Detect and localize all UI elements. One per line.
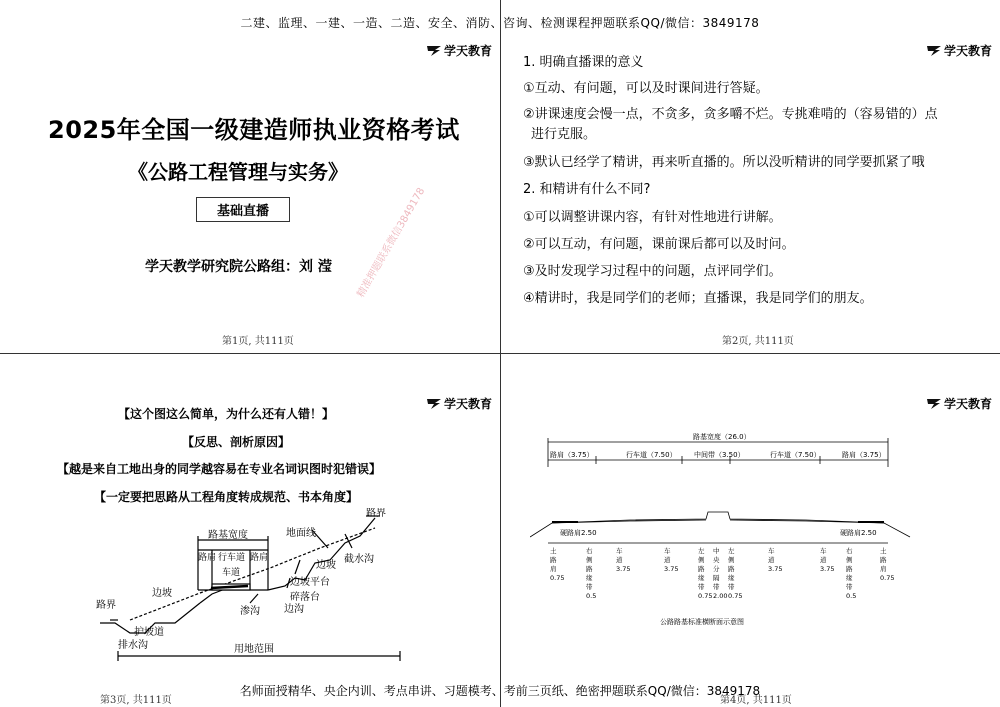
bottom-column-char: 0.5 bbox=[846, 592, 857, 600]
slide1-title: 2025年全国一级建造师执业资格考试 bbox=[48, 116, 460, 144]
segment-label: 路肩（3.75） bbox=[842, 451, 886, 459]
bottom-column-char: 道 bbox=[616, 556, 623, 564]
slide2-item: 1. 明确直播课的意义 bbox=[523, 55, 644, 70]
bottom-column-char: 带 bbox=[713, 583, 720, 591]
label-lujian-right: 路肩 bbox=[250, 553, 269, 563]
bottom-column-char: 侧 bbox=[586, 556, 593, 564]
bottom-column-char: 3.75 bbox=[616, 565, 631, 573]
slide2-item: ①可以调整讲课内容，有针对性地进行讲解。 bbox=[523, 210, 782, 225]
label-bianpopingtai: 边坡平台 bbox=[290, 577, 330, 588]
bottom-column-char: 道 bbox=[768, 556, 775, 564]
label-bianpo-right: 边坡 bbox=[316, 560, 336, 571]
bottom-column-char: 道 bbox=[664, 556, 671, 564]
bottom-column-char: 侧 bbox=[728, 556, 735, 564]
bottom-column-char: 0.75 bbox=[728, 592, 743, 600]
top-width-label: 路基宽度（26.0） bbox=[693, 433, 751, 441]
slide2-page-number: 第2页, 共111页 bbox=[722, 336, 794, 347]
segment-label: 行车道（7.50） bbox=[626, 451, 677, 459]
slide3-line: 【一定要把思路从工程角度转成规范、书本角度】 bbox=[94, 490, 359, 504]
bottom-column-char: 缘 bbox=[586, 574, 593, 582]
horizontal-divider bbox=[0, 353, 1000, 354]
brand-logo: 学天教育 bbox=[927, 42, 992, 59]
bottom-column-char: 带 bbox=[728, 583, 735, 591]
label-jieshuigou: 截水沟 bbox=[344, 554, 374, 565]
bottom-column-char: 路 bbox=[550, 556, 557, 564]
bottom-column-char: 路 bbox=[698, 565, 705, 573]
label-chedao: 车道 bbox=[222, 568, 241, 578]
bottom-column-char: 左 bbox=[728, 547, 735, 555]
road-cross-section-diagram bbox=[90, 508, 420, 673]
bottom-labels bbox=[550, 546, 894, 600]
bottom-column-char: 路 bbox=[880, 556, 887, 564]
brand-logo: 学天教育 bbox=[427, 42, 492, 59]
bottom-column-char: 隔 bbox=[713, 574, 720, 582]
label-suiluotai: 碎落台 bbox=[290, 592, 320, 603]
bottom-column-char: 0.75 bbox=[698, 592, 713, 600]
label-lujikuandu: 路基宽度 bbox=[208, 530, 248, 541]
bottom-column-char: 3.75 bbox=[820, 565, 835, 573]
segment-label: 行车道（7.50） bbox=[770, 451, 821, 459]
bottom-column-char: 缘 bbox=[846, 574, 853, 582]
brand-logo-icon bbox=[427, 45, 441, 56]
slide2-item: 2. 和精讲有什么不同? bbox=[523, 182, 651, 197]
bottom-column-char: 带 bbox=[586, 583, 593, 591]
label-yongdifanwei: 用地范围 bbox=[234, 644, 274, 655]
label-shengou: 渗沟 bbox=[240, 606, 260, 617]
footer-contact-text: 名师面授精华、央企内训、考点串讲、习题模考、考前三页纸、绝密押题联系QQ/微信：3849178 bbox=[239, 684, 761, 698]
label-hupodao: 护坡道 bbox=[134, 627, 164, 638]
bottom-column-char: 左 bbox=[698, 547, 705, 555]
brand-logo-icon bbox=[927, 398, 941, 409]
watermark-text: 精准押题联系微信3849178 bbox=[355, 186, 428, 300]
bottom-column-char: 右 bbox=[846, 547, 853, 555]
bottom-column-char: 3.75 bbox=[768, 565, 783, 573]
label-lujie-right: 路界 bbox=[366, 508, 386, 519]
label-bianpo-left: 边坡 bbox=[152, 588, 172, 599]
bottom-column-char: 路 bbox=[586, 565, 593, 573]
diagram-caption: 公路路基标准横断面示意图 bbox=[660, 618, 744, 626]
hard-shoulder-left: 硬路肩2.50 bbox=[560, 529, 597, 537]
slide2-item: ②可以互动，有问题，课前课后都可以及时问。 bbox=[523, 237, 795, 252]
bottom-column-char: 中 bbox=[713, 547, 720, 555]
segment-label: 中间带（3.50） bbox=[694, 451, 745, 459]
brand-logo: 学天教育 bbox=[427, 395, 492, 412]
bottom-column-char: 土 bbox=[550, 547, 557, 555]
bottom-column-char: 车 bbox=[820, 547, 827, 555]
bottom-column-char: 0.5 bbox=[586, 592, 597, 600]
bottom-column-char: 0.75 bbox=[880, 574, 895, 582]
slide3-line: 【反思、剖析原因】 bbox=[182, 435, 291, 449]
label-lujian-left: 路肩 bbox=[198, 553, 217, 563]
bottom-column-char: 缘 bbox=[698, 574, 705, 582]
slide2-item: ③默认已经学了精讲，再来听直播的。所以没听精讲的同学要抓紧了哦 bbox=[523, 155, 925, 170]
slide1-badge: 基础直播 bbox=[196, 197, 290, 222]
segment-label: 路肩（3.75） bbox=[550, 451, 594, 459]
label-dimianxian: 地面线 bbox=[286, 528, 316, 539]
bottom-column-char: 土 bbox=[880, 547, 887, 555]
slide1-page-number: 第1页, 共111页 bbox=[222, 336, 294, 347]
bottom-column-char: 分 bbox=[713, 565, 720, 573]
label-biangou: 边沟 bbox=[284, 604, 304, 615]
brand-logo: 学天教育 bbox=[927, 395, 992, 412]
bottom-column-char: 2.00 bbox=[713, 592, 728, 600]
standard-cross-section-diagram bbox=[530, 425, 920, 640]
bottom-column-char: 肩 bbox=[550, 565, 557, 573]
slide2-item: ②讲课速度会慢一点，不贪多，贪多嚼不烂。专挑难啃的（容易错的）点 bbox=[523, 107, 938, 122]
label-lujie-left: 路界 bbox=[96, 600, 116, 611]
bottom-column-char: 车 bbox=[616, 547, 623, 555]
bottom-column-char: 肩 bbox=[880, 565, 887, 573]
slide2-item: ①互动、有问题，可以及时课间进行答疑。 bbox=[523, 81, 769, 96]
slide2-item: 进行克服。 bbox=[531, 127, 597, 142]
bottom-column-char: 央 bbox=[713, 556, 720, 564]
slide4-page-number: 第4页, 共111页 bbox=[720, 695, 792, 706]
bottom-column-char: 带 bbox=[698, 583, 705, 591]
slide2-item: ③及时发现学习过程中的问题，点评同学们。 bbox=[523, 264, 782, 279]
bottom-column-char: 缘 bbox=[728, 574, 735, 582]
slide3-line: 【这个图这么简单，为什么还有人错！】 bbox=[118, 407, 335, 421]
bottom-column-char: 侧 bbox=[846, 556, 853, 564]
brand-logo-icon bbox=[427, 398, 441, 409]
bottom-column-char: 带 bbox=[846, 583, 853, 591]
slide1-author: 学天教学研究院公路组：刘 滢 bbox=[145, 259, 332, 275]
bottom-column-char: 道 bbox=[820, 556, 827, 564]
bottom-column-char: 路 bbox=[846, 565, 853, 573]
slide2-item: ④精讲时，我是同学们的老师；直播课，我是同学们的朋友。 bbox=[523, 291, 873, 306]
slide3-page-number: 第3页, 共111页 bbox=[100, 695, 172, 706]
label-paishuigou: 排水沟 bbox=[118, 640, 148, 651]
bottom-column-char: 路 bbox=[728, 565, 735, 573]
brand-logo-icon bbox=[927, 45, 941, 56]
label-xingchedao: 行车道 bbox=[218, 553, 246, 563]
bottom-column-char: 侧 bbox=[698, 556, 705, 564]
bottom-column-char: 3.75 bbox=[664, 565, 679, 573]
bottom-column-char: 右 bbox=[586, 547, 593, 555]
header-contact-text: 二建、监理、一建、一造、二造、安全、消防、咨询、检测课程押题联系QQ/微信：3849178 bbox=[240, 16, 760, 30]
hard-shoulder-right: 硬路肩2.50 bbox=[840, 529, 877, 537]
bottom-column-char: 0.75 bbox=[550, 574, 565, 582]
bottom-column-char: 车 bbox=[664, 547, 671, 555]
slide1-subtitle: 《公路工程管理与实务》 bbox=[128, 160, 348, 184]
slide3-line: 【越是来自工地出身的同学越容易在专业名词识图时犯错误】 bbox=[57, 462, 382, 476]
bottom-column-char: 车 bbox=[768, 547, 775, 555]
